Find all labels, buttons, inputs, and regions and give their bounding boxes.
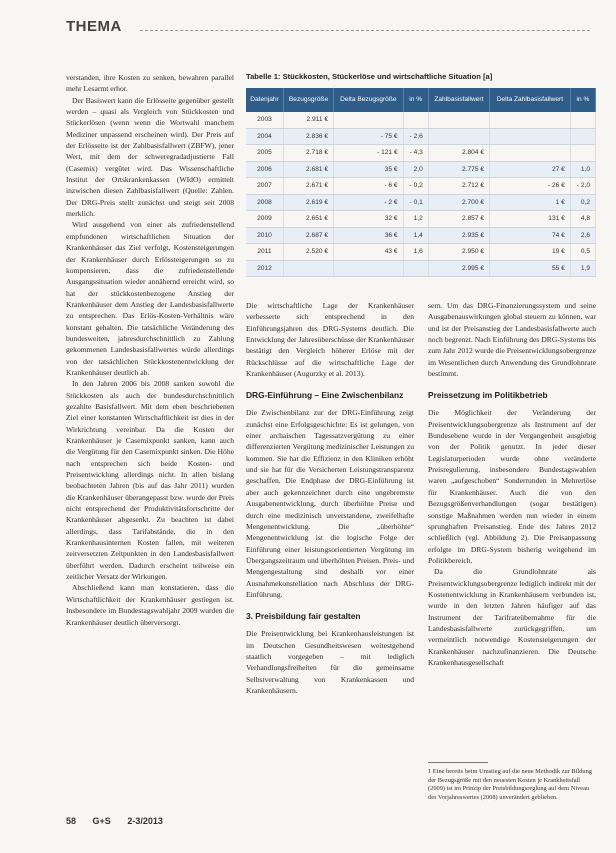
table-cell: 1,4	[403, 227, 428, 244]
table-row	[246, 161, 596, 178]
column-header: Bezugsgröße	[283, 88, 333, 112]
table-cell: - 26 €	[490, 178, 571, 195]
table-cell	[490, 145, 571, 162]
table-cell: 2.775 €	[428, 161, 489, 178]
table-cell: 2.935 €	[428, 227, 489, 244]
table-cell: - 2 €	[334, 194, 404, 211]
right-column	[428, 300, 596, 668]
table-row	[246, 178, 596, 195]
table-cell: 0,5	[570, 244, 595, 261]
table-cell: 43 €	[334, 244, 404, 261]
column-header: Datenjahr	[246, 88, 283, 112]
table-cell: - 2,6	[403, 128, 428, 145]
table-cell: 2.995 €	[428, 260, 489, 277]
table-cell: 2.804 €	[428, 145, 489, 162]
table-title: Tabelle 1: Stückkosten, Stückerlöse und wirtschaftliche Situation [a]	[246, 72, 493, 81]
table-cell: 2,6	[570, 227, 595, 244]
table-body	[246, 112, 596, 277]
table-cell: 4,8	[570, 211, 595, 228]
paragraph: Die Möglichkeit der Veränderung der Preisentwicklungsobergrenze als Instrument auf der Bundesebene wurde in der Vergangenheit ausgiebig von der Politik genutzt. In jeder dieser Legislaturperioden wurde ohne veränderte Preisregulierung, insbesondere Bundestagswahlen waren „aufgeschoben“ Sonderrunden in Mehrerlöse für Krankenhäuser. Auch die von den Bezugsgrößenverhandlungen (sogar bestätigen) sonstige Maßnahmen werden nun wieder in einem sprunghaften Preisanstieg. Ende des Jahres 2012 schließlich (vgl. Abbildung 2). Die Preisanpassung erfolgte im DRG-System bisherig weitgehend im Politikbereich.	[428, 408, 596, 565]
paragraph: Der Basiswert kann die Erlösseite gegenüber gestellt werden – quasi als Vergleich von Stückkosten und Stückerlösen (wenn wenn die Wortwahl manchem Mediziner unpassend erscheinen wird). Der Preis auf der Erlösseite ist der Zahlbasisfallwert (ZBFW), jener Wert, mit dem der schweregradadjustierte Fall (Casemix) vergütet wird. Das Wissenschaftliche Institut der Ortskrankenkassen (WIdO) ermittelt inzwischen diesen Zahlbasisfallwert (Quelle: Zahlen. Der DRG-Preis stellt zunächst und steigt seit 2008 merklich.	[66, 95, 234, 219]
paragraph: Die wirtschaftliche Lage der Krankenhäuser verbesserte sich entsprechend in den Einführungsjahren des DRG-Systems deutlich. Die Entwicklung der Jahresüberschüsse der Krankenhäuser bestätigt den Vergleich höherer Erlöse mit der Rückschlüsse auf die wirtschaftliche Lage der Krankenhäuser (Augurzky et al. 2013).	[246, 301, 414, 379]
column-header: Zahlbasisfallwert	[428, 88, 489, 112]
table-cell: - 6 €	[334, 178, 404, 195]
paragraph: Abschließend kann man konstatieren, dass die Wirtschaftlichkeit der Krankenhäuser gestiegen ist. Insbesondere im Bundestagswahljahr 2009 wurden die Krankenhäuser deutlich überversorgt.	[66, 583, 234, 627]
section-title: THEMA	[66, 18, 122, 35]
table-cell: 2004	[246, 128, 283, 145]
table-cell: 2.619 €	[283, 194, 333, 211]
table-cell: 2.651 €	[283, 211, 333, 228]
table-cell	[428, 112, 489, 128]
table-cell	[403, 112, 428, 128]
table-cell: 2.911 €	[283, 112, 333, 128]
table-cell: 1,6	[403, 244, 428, 261]
table-cell	[490, 112, 571, 128]
journal-name: G+S	[92, 816, 111, 826]
table-cell: 35 €	[334, 161, 404, 178]
table-cell: 1,0	[570, 161, 595, 178]
left-column	[66, 72, 234, 628]
table-cell	[570, 145, 595, 162]
table-cell: 19 €	[490, 244, 571, 261]
table-cell: - 0,1	[403, 194, 428, 211]
table-cell: 55 €	[490, 260, 571, 277]
table-cell: 2.718 €	[283, 145, 333, 162]
table-row	[246, 194, 596, 211]
table-cell: - 2,0	[570, 178, 595, 195]
paragraph: In den Jahren 2006 bis 2008 sanken sowohl die Stückkosten als auch der bundesdurchschnittlich gezahlte Basisfallwert. Mit dem eben beschriebenen Ziel einer konstanten Wirtschaftlichkeit ist dies in der Wirkrichtung vereinbar. Da die Kosten der Krankenhäuser je Casemixpunkt sanken, kann auch die Vergütung für den Casemixpunkt sinken. Die Höhe nach entsprechen sich beide Kosten- und Preisentwicklung allerdings nicht. In allen bislang beobachteten Jahren (bis auf das Jahr 2011) wurden die Krankenhäuser überangepasst bzw. wurde der Preis nicht entsprechend der Produktivitätsfortschritte der Krankenhäuser abgesenkt. Zu beachten ist dabei allerdings, dass Tarifabstände, die in den Krankenhausinternen Kosten fallen, mit weiteren zeitversetzten Zeitpunkten in den Landesbasisfallwert überführt werden. Dadurch erscheint teilweise ein zeitlicher Versatz der Wirkungen.	[66, 379, 234, 582]
table-cell: 2.681 €	[283, 161, 333, 178]
table-cell: 2.687 €	[283, 227, 333, 244]
column-header: in %	[403, 88, 428, 112]
section-heading: Preissetzung im Politikbetrieb	[428, 390, 548, 401]
table-cell	[334, 260, 404, 277]
table-cell: 2010	[246, 227, 283, 244]
table-cell	[403, 260, 428, 277]
column-header: Delta Bezugsgröße	[334, 88, 404, 112]
table-cell: 2.950 €	[428, 244, 489, 261]
table-cell: 0,2	[570, 194, 595, 211]
table-cell: 2007	[246, 178, 283, 195]
header-rule	[140, 30, 590, 31]
table-cell: 27 €	[490, 161, 571, 178]
table-cell	[490, 128, 571, 145]
table-cell: - 0,2	[403, 178, 428, 195]
paragraph: Wird ausgehend von einer als zufriedenstellend empfundenen wirtschaftlichen Situation der Krankenhäuser das Ziel verfolgt, Kostensteigerungen der Krankenhäuser durch Erlössteigerungen so zu kompensieren, dass die zufriedenstellende Ausgangssituation wieder annähernd erreicht wird, so hat der stückkostenbezogene Anstieg der Krankenhäuser dem Anstieg der Landesbasisfallwerte zu entsprechen. Das Erlös-Kosten-Verhältnis wäre konstant gehalten. Die tatsächliche Veränderung des bundesweiten, jahresdurchschnittlich zu Zahlung gekommenen Landesbasisfallwertes würde allerdings von der tatsächlichen Stückkostenentwicklung der Krankenhäuser deutlich ab.	[66, 220, 234, 377]
table-cell: - 4,3	[403, 145, 428, 162]
table-cell: 2012	[246, 260, 283, 277]
table-cell: 74 €	[490, 227, 571, 244]
table-cell: 1 €	[490, 194, 571, 211]
page-footer	[66, 816, 177, 826]
footnote: 1 Eine bereits beim Umstieg auf die neue Methodik zur Bildung der Bezugsgröße mit den neuesten Kosten je Krankheitsfall (2009) ist im Prinzip der Preisbildungsreglung auf dem Niveau des Vorjahreswertes (2008) unverändert geblieben.	[428, 768, 592, 801]
data-table	[246, 88, 596, 277]
table-cell: 2,0	[403, 161, 428, 178]
paragraph: Die Preisentwicklung bei Krankenhausleistungen ist im Deutschen Gesundheitswesen weitestgehend staatlich vorgegeben – mit lediglich Verhandlungsfreiheiten für die gemeinsame Selbstverwaltung von Krankenkassen und Krankenhäusern.	[246, 629, 414, 695]
column-header: Delta Zahlbasisfallwert	[490, 88, 571, 112]
table-header-row	[246, 88, 596, 112]
table-cell: 2.700 €	[428, 194, 489, 211]
table-cell: 2003	[246, 112, 283, 128]
paragraph: Die Zwischenbilanz zur der DRG-Einführung zeigt zunächst eine Erfolgsgeschichte: Es ist gelungen, von einer archaischen Tagessatzvergütung zu einer differenzierten Vergütung medizinischer Leistungen zu kommen. Sie hat die Effizienz in den Kliniken erhöht und sie hat für die Versicherten Leistungstransparenz geschaffen. Die Endphase der DRG-Einführung ist aber auch gekennzeichnet durch eine ungebremste Ausgabenentwicklung, durch überhöhte Preise und durch eine medizinisch unverstandene, zweifelhafte Mengenentwicklung. Die „überhöhte“ Mengenentwicklung ist die logische Folge der Einführung einer leistungsorientierten Vergütung im Übergangszeitraum und überhöhten Preisen. Preis- und Mengengestaltung sind deshalb vor einer Ausnahmekonstellation nach Abschluss der DRG-Einführung.	[246, 408, 414, 599]
paragraph: verstanden, ihre Kosten zu senken, bewahren parallel mehr Lesarmt erhor.	[66, 73, 234, 94]
table-row	[246, 112, 596, 128]
table-cell	[334, 112, 404, 128]
table-cell: 2006	[246, 161, 283, 178]
table-row	[246, 128, 596, 145]
table-cell: 2009	[246, 211, 283, 228]
table-cell	[283, 260, 333, 277]
table-cell: 131 €	[490, 211, 571, 228]
table-row	[246, 145, 596, 162]
table-cell: 2.712 €	[428, 178, 489, 195]
paragraph: sern. Um das DRG-Finanzierungssystem und seine Ausgabenauswirkungen global steuern zu können, war und ist der Preisanstieg der Landesbasisfallwerte auch noch begrenzt. Nach Einführung des DRG-Systems bis zum Jahr 2012 wurde die Preisentwicklungsobergrenze im Wesentlichen durch Anwendung des Grundlohnrate bestimmt.	[428, 301, 596, 379]
table-cell: 2.857 €	[428, 211, 489, 228]
table-cell: - 121 €	[334, 145, 404, 162]
table-cell: 36 €	[334, 227, 404, 244]
table-cell: 2005	[246, 145, 283, 162]
table-row	[246, 211, 596, 228]
page-number: 58	[66, 816, 77, 826]
table-cell: 2.671 €	[283, 178, 333, 195]
table-cell: 1,9	[570, 260, 595, 277]
issue-number: 2-3/2013	[127, 816, 163, 826]
footnote-rule	[428, 762, 488, 763]
table-cell	[428, 128, 489, 145]
section-heading: 3. Preisbildung fair gestalten	[246, 611, 361, 622]
column-header: in %	[570, 88, 595, 112]
table-row	[246, 244, 596, 261]
table-cell: 32 €	[334, 211, 404, 228]
table-cell: - 75 €	[334, 128, 404, 145]
section-heading: DRG-Einführung – Eine Zwischenbilanz	[246, 390, 404, 401]
table-cell: 2.836 €	[283, 128, 333, 145]
table-cell: 2011	[246, 244, 283, 261]
table-cell: 2008	[246, 194, 283, 211]
paragraph: Da die Grundlohnrate als Preisentwicklungsobergrenze lediglich indirekt mit der Kostenentwicklung in Krankenhäusern verbunden ist, wurde in den letzten Jahren häufiger auf das Instrument der Tarifrateübernahme für die Landesbasisfallwerte zurückgegriffen, um vermeintlich notwendige Kostensteigerungen der Krankenhäuser nachzufinanzieren. Die Deutsche Krankenhausgesellschaft	[428, 567, 596, 667]
table-cell: 1,2	[403, 211, 428, 228]
table-row	[246, 227, 596, 244]
middle-column	[246, 300, 414, 696]
table-cell	[570, 128, 595, 145]
table-row	[246, 260, 596, 277]
table-cell: 2.520 €	[283, 244, 333, 261]
table-cell	[570, 112, 595, 128]
